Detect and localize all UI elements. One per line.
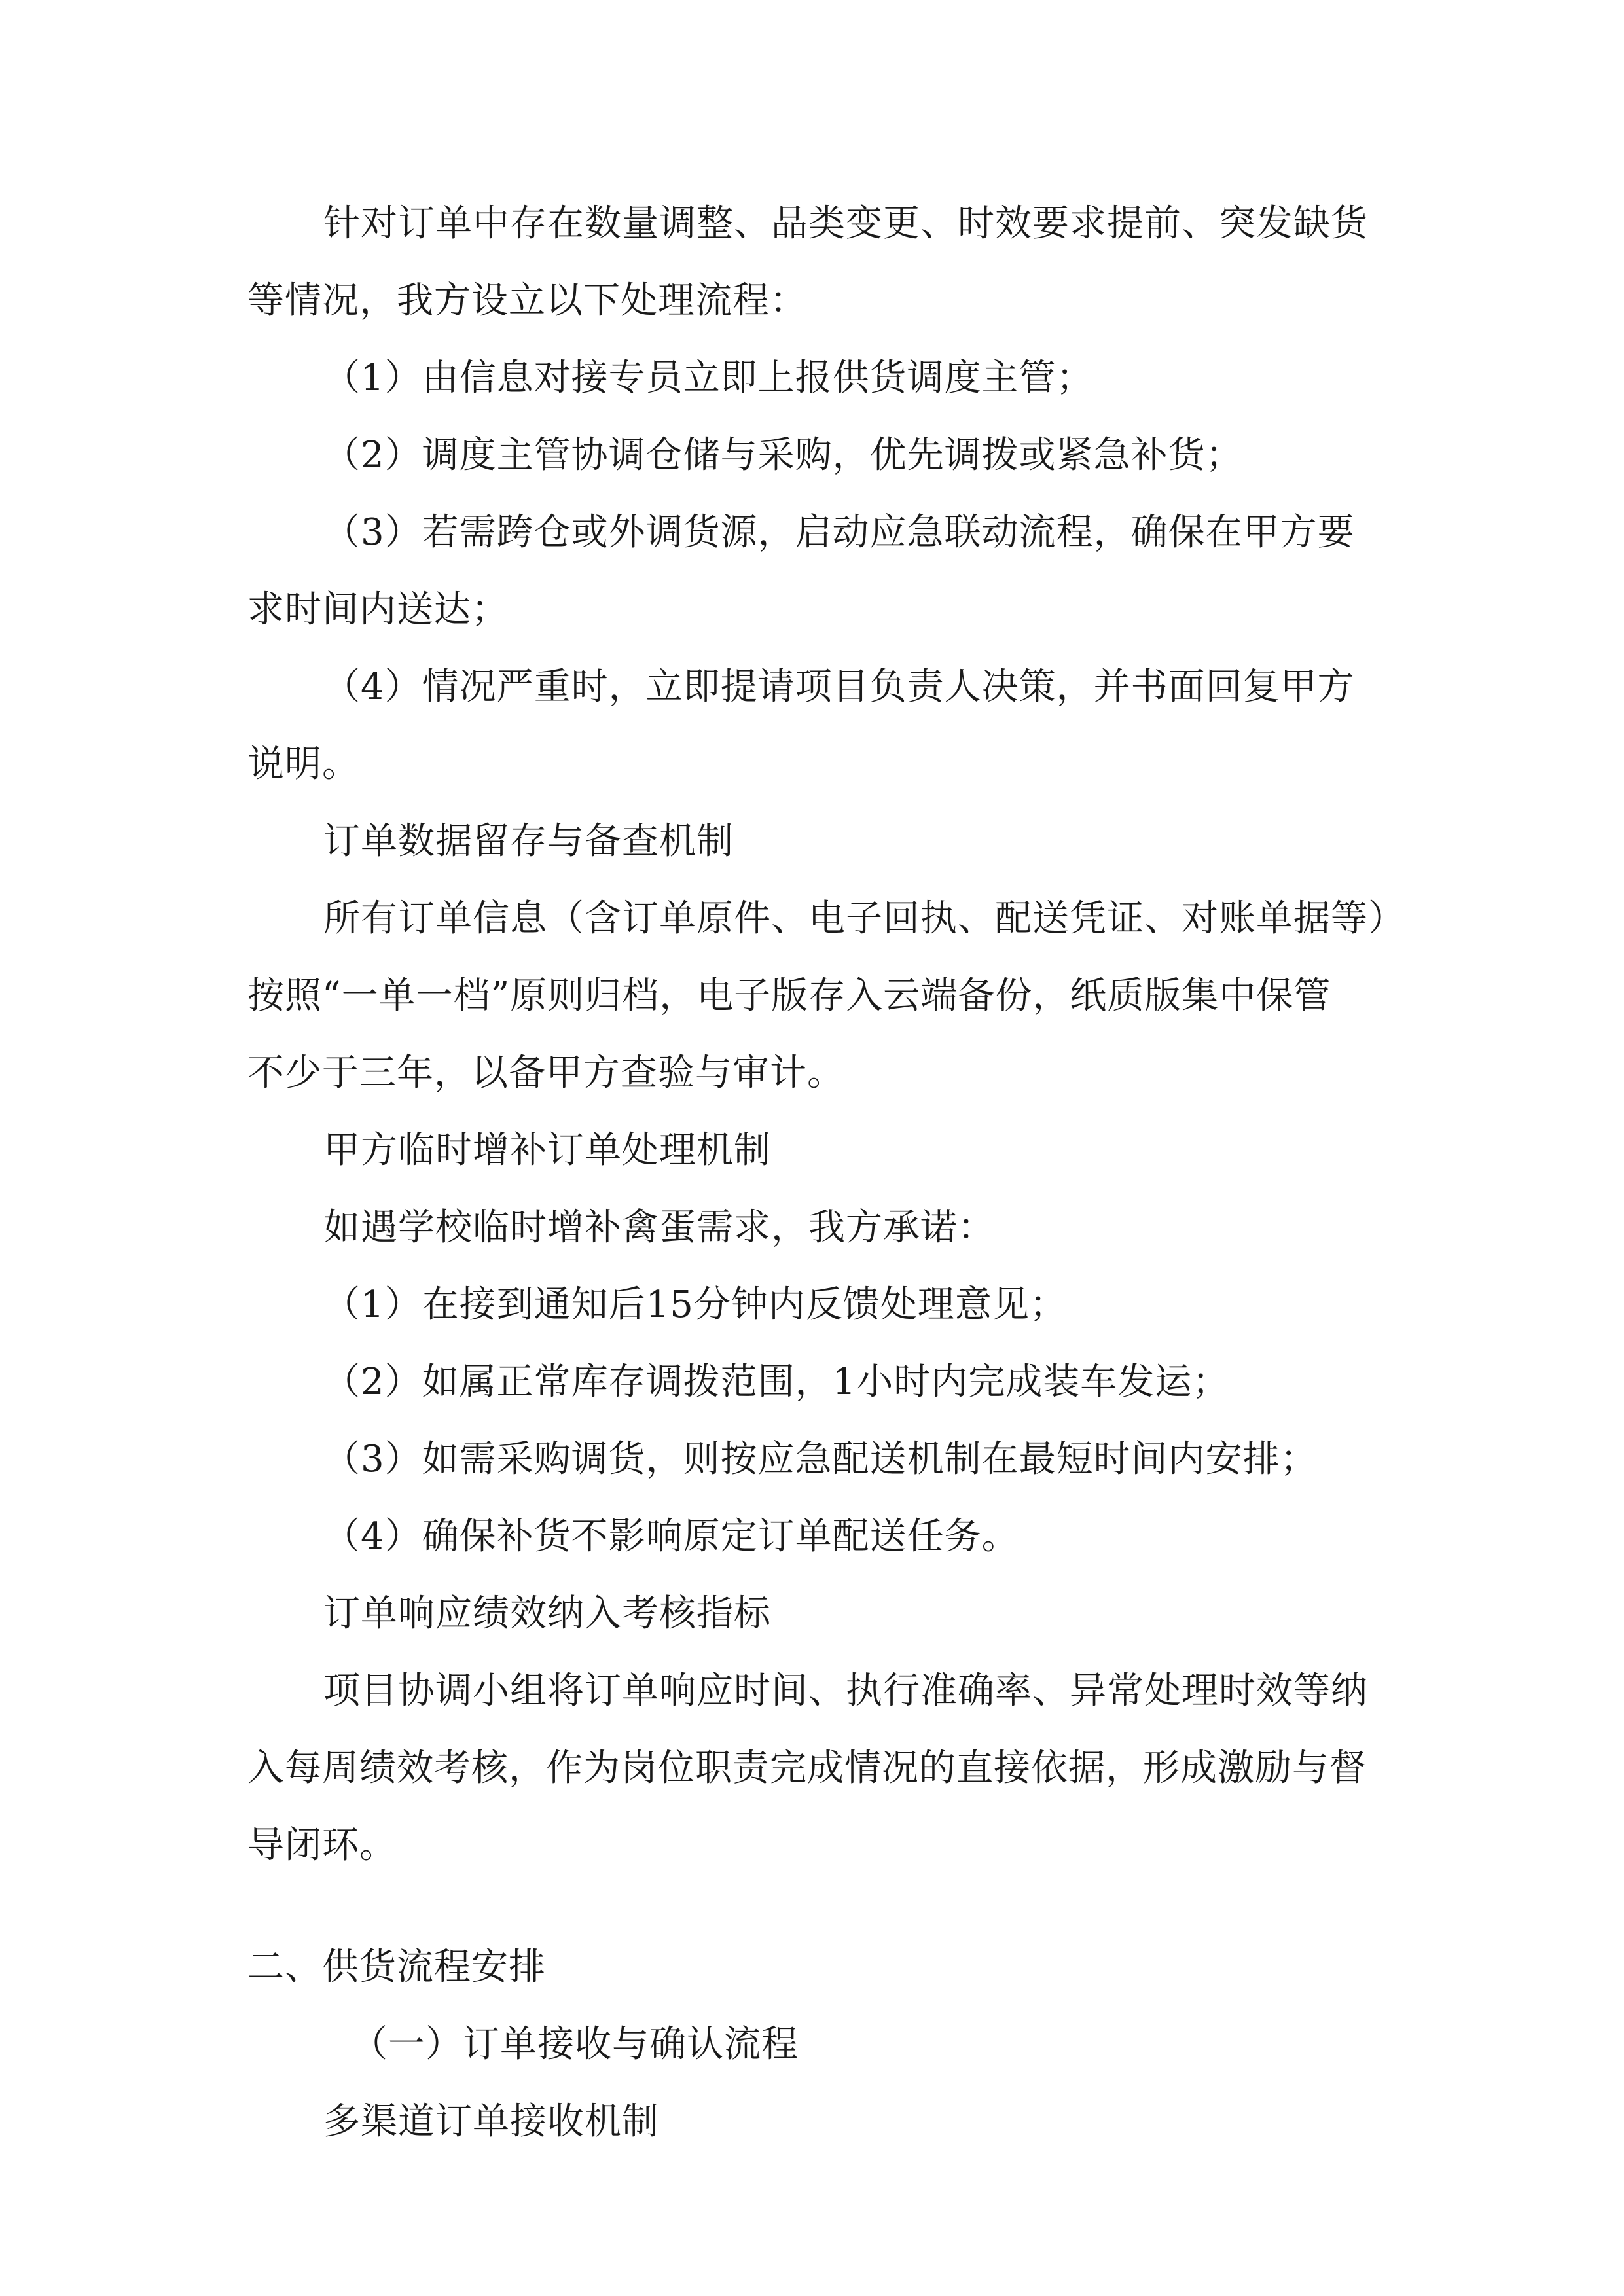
list-item: （4）情况严重时，立即提请项目负责人决策，并书面回复甲方 [323,666,1355,708]
paragraph-line: 等情况，我方设立以下处理流程： [247,279,807,322]
paragraph-line: 求时间内送达； [247,588,509,631]
paragraph-line: 如遇学校临时增补禽蛋需求，我方承诺： [323,1206,995,1249]
list-item: （2）如属正常库存调拨范围，1小时内完成装车发运； [323,1361,1230,1403]
paragraph-line: 不少于三年，以备甲方查验与审计。 [247,1052,844,1094]
section-heading: 多渠道订单接收机制 [323,2100,659,2143]
paragraph-line: 项目协调小组将订单响应时间、执行准确率、异常处理时效等纳 [323,1670,1368,1712]
list-item: （1）由信息对接专员立即上报供货调度主管； [323,357,1094,399]
paragraph-line: 按照“一单一档”原则归档，电子版存入云端备份，纸质版集中保管 [247,975,1331,1017]
list-item: （2）调度主管协调仓储与采购，优先调拨或紧急补货； [323,434,1243,476]
paragraph-line: 导闭环。 [247,1824,397,1867]
paragraph-line: 针对订单中存在数量调整、品类变更、时效要求提前、突发缺货 [323,202,1368,245]
list-item: （4）确保补货不影响原定订单配送任务。 [323,1515,1019,1558]
section-heading: 甲方临时增补订单处理机制 [323,1129,771,1172]
subsection-heading: （一）订单接收与确认流程 [351,2023,799,2066]
section-heading: 订单响应绩效纳入考核指标 [323,1592,771,1635]
chapter-heading: 二、供货流程安排 [247,1946,546,1988]
list-item: （3）若需跨仓或外调货源，启动应急联动流程，确保在甲方要 [323,511,1355,554]
list-item: （3）如需采购调货，则按应急配送机制在最短时间内安排； [323,1438,1318,1480]
section-heading: 订单数据留存与备查机制 [323,820,734,863]
paragraph-line: 说明。 [247,743,359,785]
paragraph-line: 入每周绩效考核，作为岗位职责完成情况的直接依据，形成激励与督 [247,1747,1367,1789]
list-item: （1）在接到通知后15分钟内反馈处理意见； [323,1283,1067,1326]
paragraph-line: 所有订单信息（含订单原件、电子回执、配送凭证、对账单据等） [323,897,1405,940]
